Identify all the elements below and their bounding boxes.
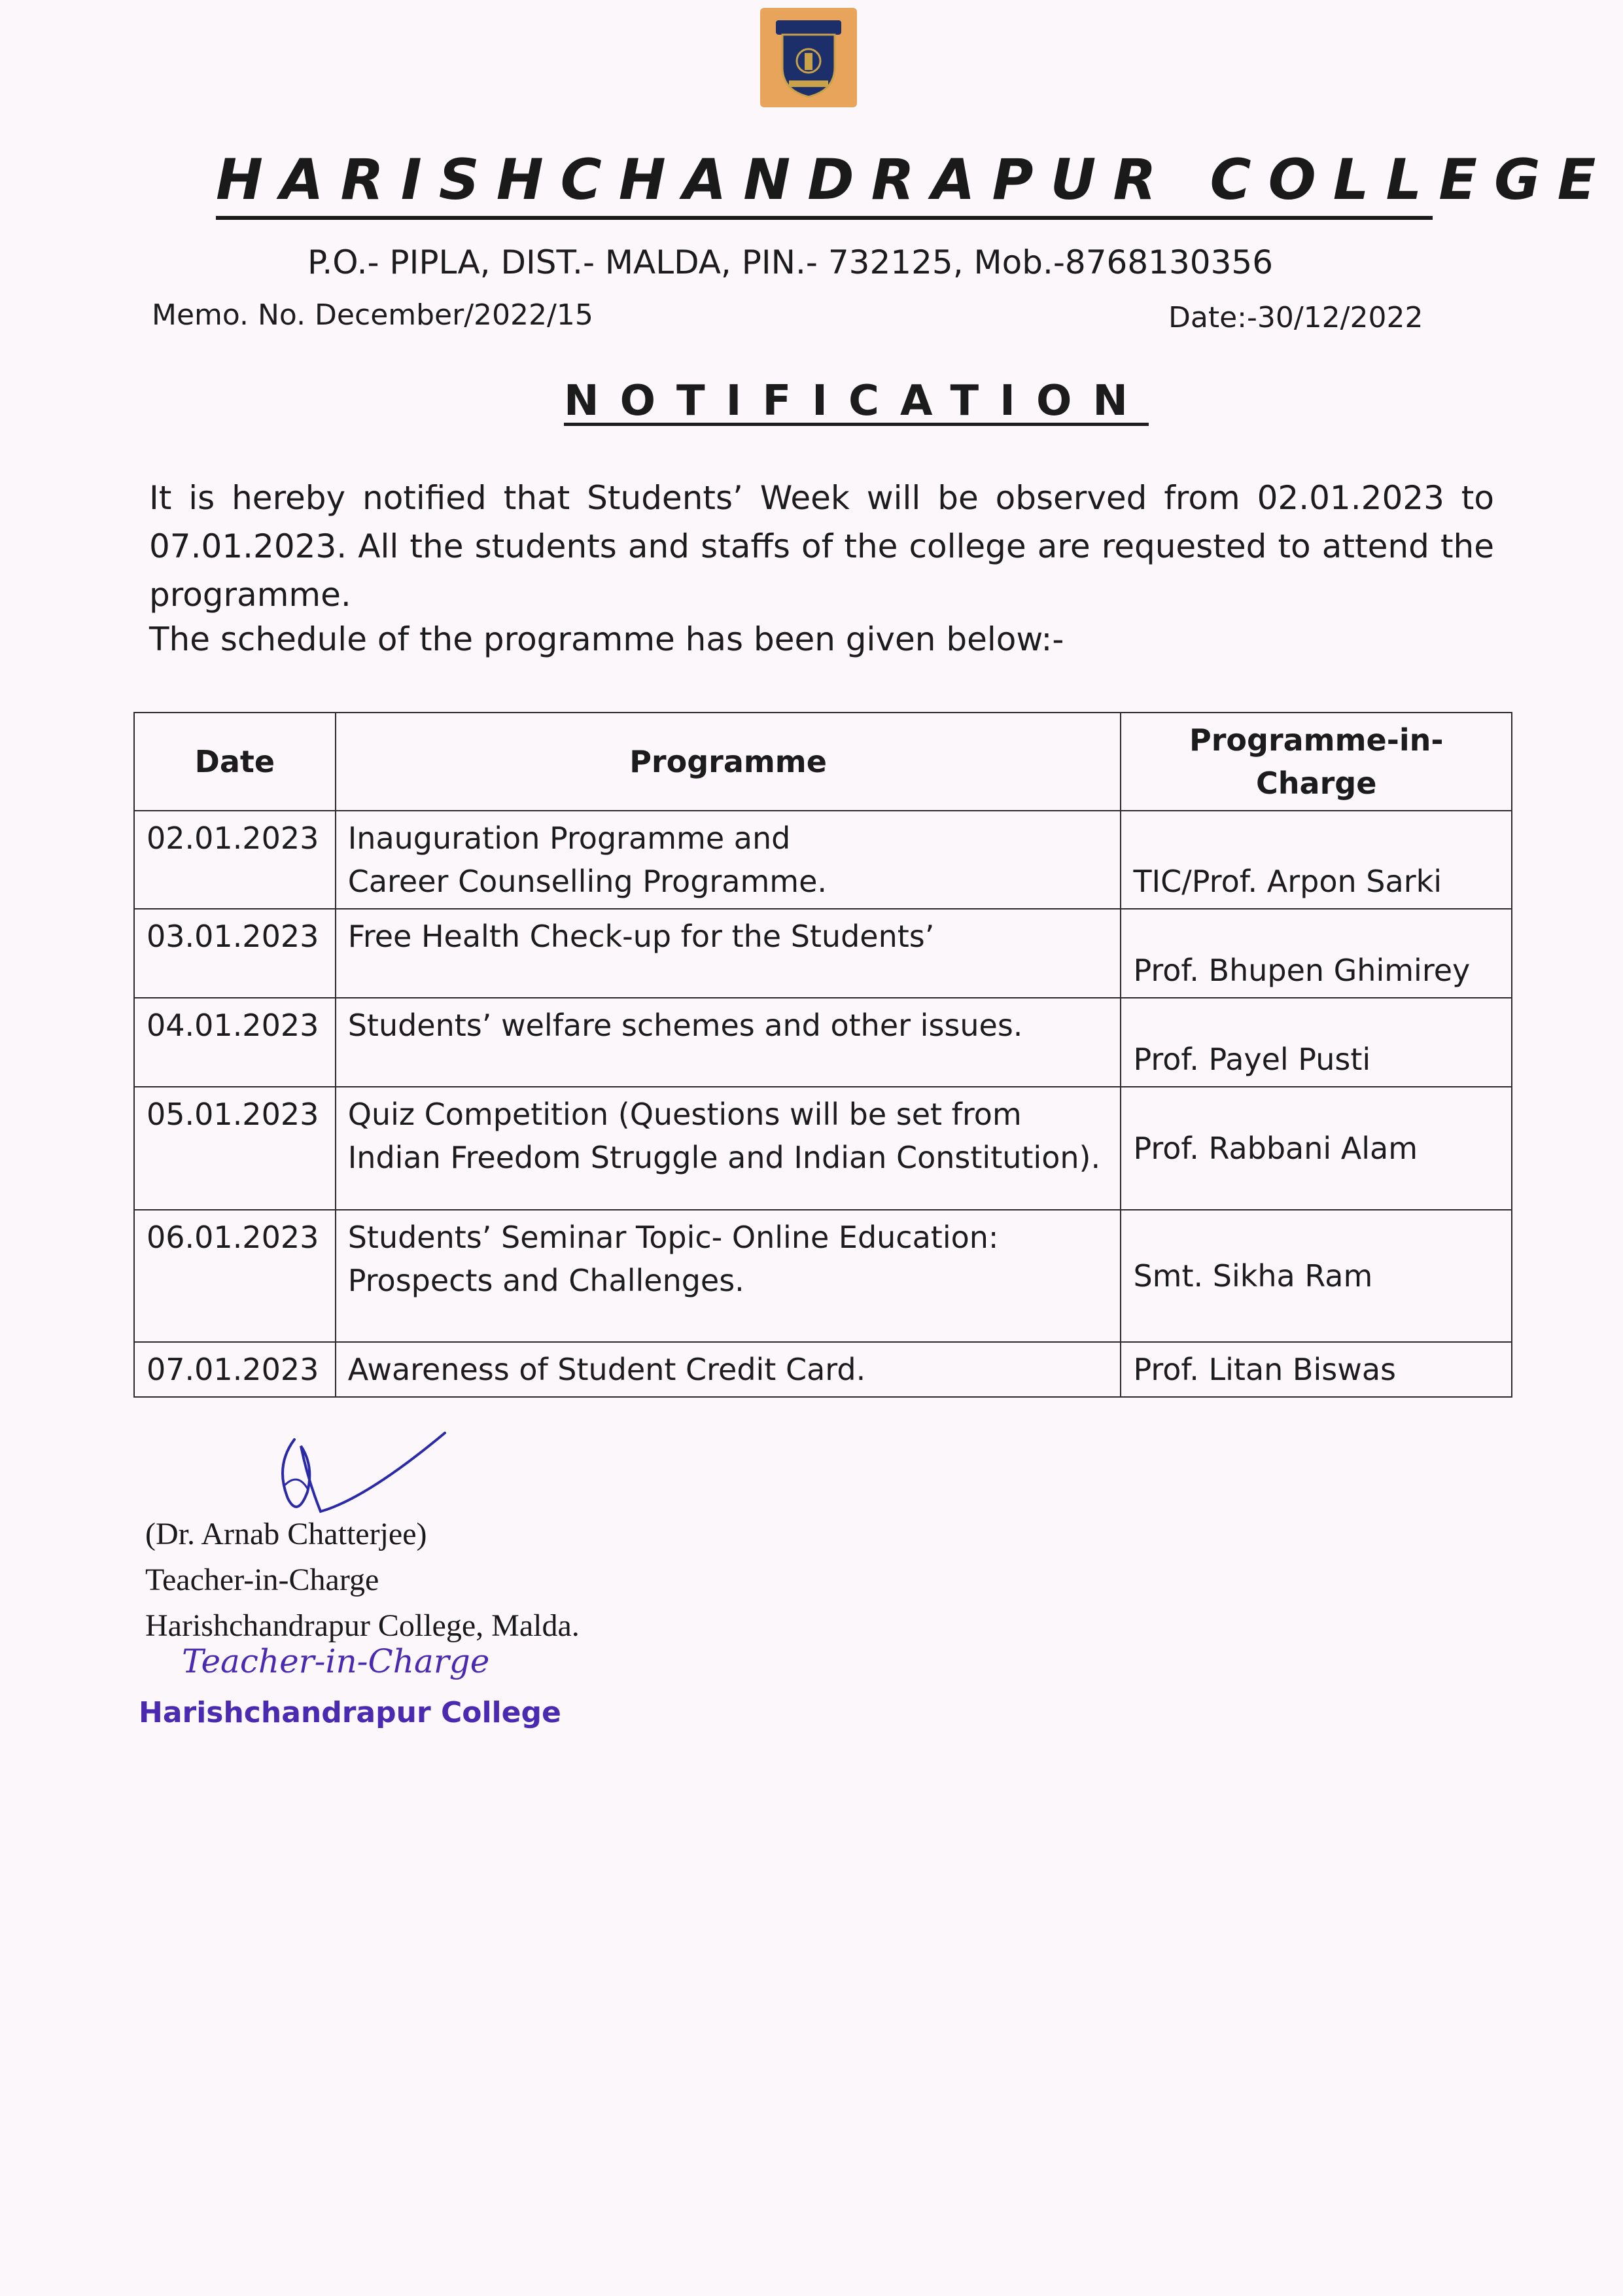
schedule-intro: The schedule of the programme has been given below:-	[149, 620, 1064, 658]
table-header-row	[134, 713, 1512, 811]
college-address: P.O.- PIPLA, DIST.- MALDA, PIN.- 732125, Mob.-8768130356	[307, 243, 1274, 281]
row-date: 07.01.2023	[134, 1342, 336, 1397]
row-in-charge: TIC/Prof. Arpon Sarki	[1121, 811, 1512, 909]
college-logo	[760, 8, 857, 107]
row-in-charge: Prof. Rabbani Alam	[1121, 1087, 1512, 1210]
notice-date: Date:-30/12/2022	[1168, 301, 1423, 334]
header-programme: Programme	[336, 713, 1121, 811]
notice-body: It is hereby notified that Students’ Week will be observed from 02.01.2023 to 07.01.2023. All the students and staffs of the college are requested to attend the programme.	[149, 479, 1494, 614]
signatory-designation: Teacher-in-Charge	[145, 1563, 379, 1597]
row-date: 05.01.2023	[134, 1087, 336, 1210]
table-row	[134, 909, 1512, 998]
signatory-name: (Dr. Arnab Chatterjee)	[145, 1517, 427, 1551]
row-in-charge: Prof. Litan Biswas	[1121, 1342, 1512, 1397]
signatory-institution: Harishchandrapur College, Malda.	[145, 1608, 580, 1643]
row-in-charge: Smt. Sikha Ram	[1121, 1210, 1512, 1342]
college-name-underline	[216, 216, 1433, 220]
header-date: Date	[134, 713, 336, 811]
row-date: 02.01.2023	[134, 811, 336, 909]
row-date: 03.01.2023	[134, 909, 336, 998]
stamp-designation: Teacher-in-Charge	[182, 1642, 490, 1680]
row-programme: Students’ welfare schemes and other issues.	[336, 998, 1121, 1087]
schedule-table	[133, 712, 1512, 1398]
row-programme: Free Health Check-up for the Students’	[336, 909, 1121, 998]
stamp-institution: Harishchandrapur College	[139, 1696, 561, 1729]
row-programme: Students’ Seminar Topic- Online Education: Prospects and Challenges.	[336, 1210, 1121, 1342]
table-row	[134, 1342, 1512, 1397]
row-in-charge: Prof. Payel Pusti	[1121, 998, 1512, 1087]
college-crest-icon	[769, 15, 848, 100]
notification-heading: NOTIFICATION	[564, 377, 1149, 425]
table-row	[134, 998, 1512, 1087]
header-programme-in-charge: Programme-in-Charge	[1121, 713, 1512, 811]
signature-icon	[268, 1426, 464, 1525]
row-programme: Quiz Competition (Questions will be set from Indian Freedom Struggle and Indian Constitution).	[336, 1087, 1121, 1210]
row-date: 04.01.2023	[134, 998, 336, 1087]
row-programme: Awareness of Student Credit Card.	[336, 1342, 1121, 1397]
table-row	[134, 1210, 1512, 1342]
row-programme: Inauguration Programme and Career Counselling Programme.	[336, 811, 1121, 909]
signatory-block	[145, 1511, 580, 1649]
table-row	[134, 811, 1512, 909]
memo-number: Memo. No. December/2022/15	[152, 298, 593, 332]
table-row	[134, 1087, 1512, 1210]
row-in-charge: Prof. Bhupen Ghimirey	[1121, 909, 1512, 998]
row-date: 06.01.2023	[134, 1210, 336, 1342]
college-name: HARISHCHANDRAPUR COLLEGE	[216, 147, 1613, 213]
